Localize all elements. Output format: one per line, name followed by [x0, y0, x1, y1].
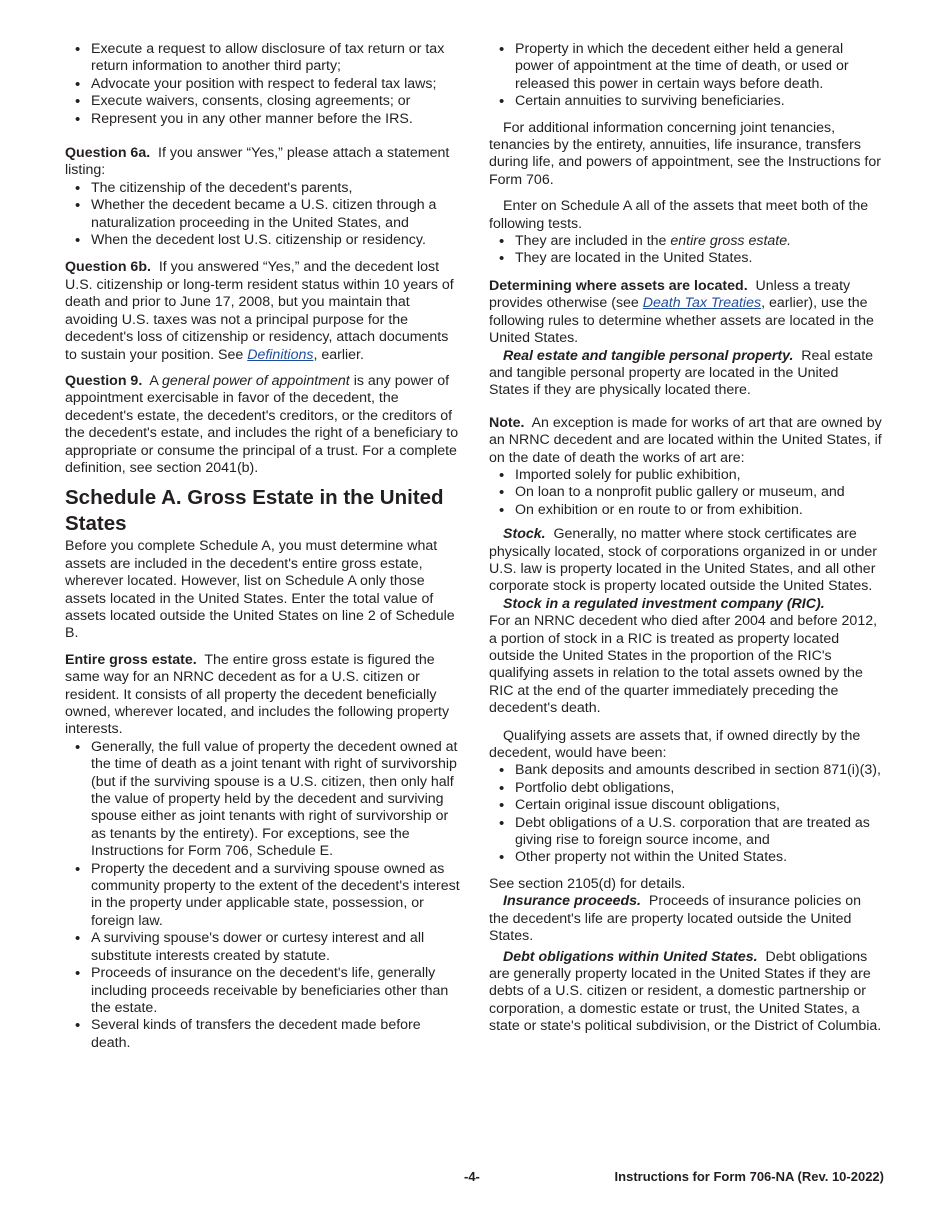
list-item [489, 233, 882, 250]
stock [489, 526, 882, 596]
ric-text: For an NRNC decedent who died after 2004 and before 2012, a portion of stock in a RIC is treated as property located outside the United States in the proportion of the RIC's qualifying assets in relation to the total assets owned by the RIC at the end of the quarter immediately preceding the decedent's death. [489, 613, 878, 717]
tests-list [489, 233, 882, 268]
right-column [489, 41, 882, 1043]
question-6b [65, 259, 462, 363]
insurance-proceeds-text: Proceeds of insurance policies on the decedent's life are property located outside the United States. [489, 893, 862, 945]
list-item: • The citizenship of the decedent's parents, [65, 180, 462, 197]
question-9-italic: general power of appointment [162, 372, 350, 389]
list-item: • Bank deposits and amounts described in section 871(i)(3), [489, 762, 882, 779]
power-annuity-list [489, 41, 882, 111]
form-title: Instructions for Form 706-NA (Rev. 10-2022) [614, 1169, 884, 1184]
qualifying-assets: Qualifying assets are assets that, if owned directly by the decedent, would have been: [489, 727, 861, 762]
list-item: • Certain original issue discount obligations, [489, 797, 882, 814]
insurance-proceeds-heading: Insurance proceeds. [503, 893, 641, 910]
question-9 [65, 373, 462, 477]
test-1-text: They are included in the [515, 233, 667, 250]
list-item: • They are located in the United States. [489, 250, 882, 267]
real-estate-heading: Real estate and tangible personal property. [503, 347, 794, 364]
question-6a-list [65, 180, 462, 250]
determining-location-text-2: , earlier), use the following rules to determine whether assets are located in the United States. [489, 295, 874, 347]
determining-location [489, 278, 882, 348]
qualifying-assets-list [489, 762, 882, 866]
death-tax-treaties-link[interactable]: Death Tax Treaties [642, 295, 762, 312]
intro-list [65, 41, 462, 128]
list-item: • Advocate your position with respect to federal tax laws; [65, 76, 462, 93]
stock-text: Generally, no matter where stock certificates are physically located, stock of corporations organized in or under U.S. law is property located in the United States, and all other corporate stock is property located outside the United States. [489, 526, 878, 595]
entire-gross-estate [65, 652, 462, 739]
list-item: • Debt obligations of a U.S. corporation that are treated as giving rise to foreign source income, and [489, 815, 882, 850]
definitions-link[interactable]: Definitions [247, 346, 314, 363]
page-number: -4- [464, 1169, 480, 1184]
real-estate-text: Real estate and tangible personal property are located in the United States if they are physically located there. [489, 347, 874, 399]
question-9-text: is any power of appointment exercisable in favor of the decedent, the decedent's estate, the decedent's creditors, or the creditors of the decedent's estate, and includes the right of a beneficiary to appropriate or consume the principal of a trust. For a complete definition, see section 2041(b). [65, 372, 459, 476]
list-item: • A surviving spouse's dower or curtesy interest and all substitute interests created by statute. [65, 930, 462, 965]
page-footer [0, 1168, 950, 1186]
determining-location-text: Unless a treaty provides otherwise (see [489, 277, 851, 312]
list-item: • Execute a request to allow disclosure of tax return or tax return information to another third party; [65, 41, 462, 76]
list-item: • When the decedent lost U.S. citizenship or residency. [65, 232, 462, 249]
list-item: • Property the decedent and a surviving spouse owned as community property to the extent of the decedent's interest in the property under applicable state, possession, or foreign law. [65, 861, 462, 931]
list-item: • Proceeds of insurance on the decedent's life, generally including proceeds receivable by beneficiaries other than the estate. [65, 965, 462, 1017]
list-item: • Portfolio debt obligations, [489, 780, 882, 797]
note [489, 415, 882, 467]
list-item: • Generally, the full value of property the decedent owned at the time of death as a joint tenant with right of survivorship (but if the surviving spouse is a U.S. citizen, then only half the value of property held by the decedent and surviving spouse either as joint tenants with right of survivorship or as tenants by the entirety). For exceptions, see the Instructions for Form 706, Schedule E. [65, 739, 462, 861]
entire-gross-estate-italic: entire gross estate. [670, 233, 792, 250]
ric-heading: Stock in a regulated investment company (RIC). [503, 595, 825, 612]
list-item: • Whether the decedent became a U.S. citizen through a naturalization proceeding in the United States, and [65, 197, 462, 232]
additional-info: For additional information concerning joint tenancies, tenancies by the entirety, annuities, life insurance, transfers during life, and powers of appointment, see the Instructions for Form 706. [489, 119, 881, 188]
schedule-a-title: Schedule A. Gross Estate in the United States [65, 486, 444, 535]
entire-gross-estate-heading: Entire gross estate. [65, 651, 197, 668]
list-item: • Several kinds of transfers the decedent made before death. [65, 1017, 462, 1052]
question-6b-after: , earlier. [313, 346, 364, 363]
list-item: • Certain annuities to surviving beneficiaries. [489, 93, 882, 110]
question-6a [65, 145, 462, 180]
list-item: • Other property not within the United States. [489, 849, 882, 866]
list-item: • On loan to a nonprofit public gallery or museum, and [489, 484, 882, 501]
debt-obligations [489, 949, 882, 1036]
debt-obligations-heading: Debt obligations within United States. [503, 948, 758, 965]
entire-gross-estate-text: The entire gross estate is figured the same way for an NRNC decedent as for a U.S. citizen or resident. It consists of all property the decedent beneficially owned, wherever located, and includes the following property interests. [65, 651, 450, 738]
stock-heading: Stock. [503, 526, 546, 543]
list-item: • Represent you in any other manner before the IRS. [65, 111, 462, 128]
list-item: • Imported solely for public exhibition, [489, 467, 882, 484]
note-text: An exception is made for works of art that are owned by an NRNC decedent and are located within the United States, if on the date of death the works of art are: [489, 414, 882, 466]
list-item: • On exhibition or en route to or from exhibition. [489, 502, 882, 519]
question-9-heading: Question 9. [65, 372, 143, 389]
determining-location-heading: Determining where assets are located. [489, 277, 748, 294]
ric [489, 596, 882, 718]
left-column [65, 41, 462, 1059]
schedule-a-intro: Before you complete Schedule A, you must determine what assets are included in the decedent's entire gross estate, wherever located. However, list on Schedule A only those assets located in the United States. Enter the total value of assets located outside the United States on line 2 of Schedule B. [65, 538, 455, 642]
entire-gross-estate-list [65, 739, 462, 1052]
note-list [489, 467, 882, 519]
question-6a-heading: Question 6a. [65, 145, 151, 162]
question-6b-text: If you answered “Yes,” and the decedent lost U.S. citizenship or long-term resident status within 10 years of death and prior to June 17, 2008, but you maintain that avoiding U.S. taxes was not a principal purpose for the decedent's loss of citizenship or residency, attach documents to sustain your position. See [65, 259, 454, 363]
real-estate [489, 348, 882, 400]
list-item: • Property in which the decedent either held a general power of appointment at the time of death, or used or released this power in certain ways before death. [489, 41, 882, 93]
note-heading: Note. [489, 414, 525, 431]
question-6a-text: If you answer “Yes,” please attach a statement listing: [65, 145, 450, 179]
question-9-pre: A [149, 372, 159, 389]
insurance-proceeds [489, 893, 882, 945]
question-6b-heading: Question 6b. [65, 259, 151, 276]
list-item: • Execute waivers, consents, closing agreements; or [65, 93, 462, 110]
see-section: See section 2105(d) for details. [489, 875, 686, 892]
enter-schedule-a: Enter on Schedule A all of the assets that meet both of the following tests. [489, 198, 869, 232]
debt-obligations-text: Debt obligations are generally property located in the United States if they are debts of a U.S. citizen or resident, a domestic partnership or corporation, a domestic estate or trust, the United States, a state or state's political subdivision, or the District of Columbia. [489, 948, 882, 1035]
